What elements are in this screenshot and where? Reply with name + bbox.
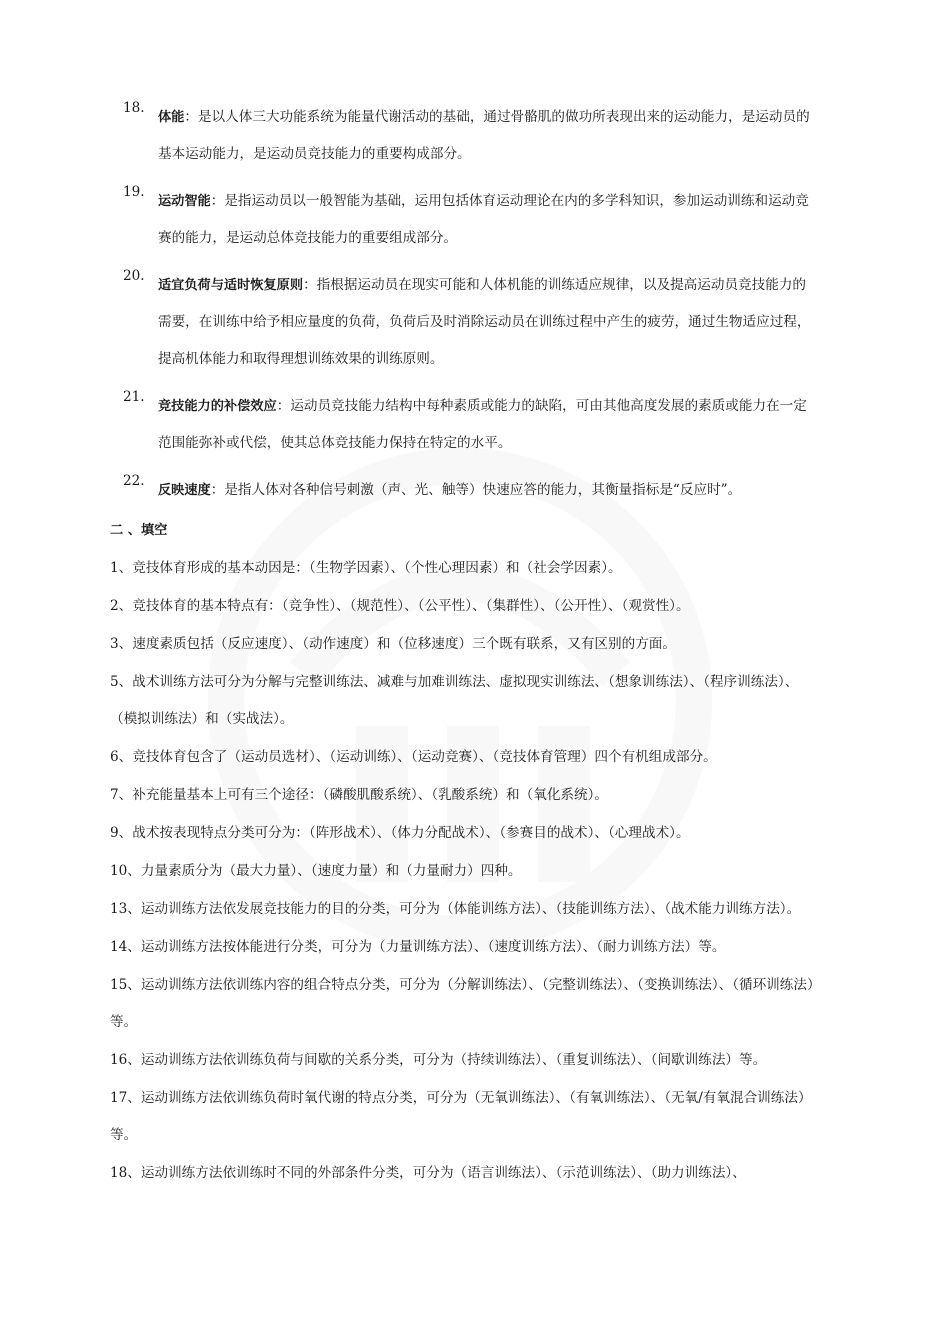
fill-item: 18、运动训练方法依训练时不同的外部条件分类，可分为（语言训练法）、（示范训练法）、（助力训练法）、 xyxy=(110,1165,746,1181)
definition-item xyxy=(110,472,818,509)
definition-number: 22. xyxy=(123,473,145,489)
definition-term: 竞技能力的补偿效应 xyxy=(158,399,277,414)
fill-item: 10、力量素质分为（最大力量）、（速度力量）和（力量耐力）四种。 xyxy=(110,863,522,879)
fill-item: 9、战术按表现特点分类可分为：（阵形战术）、（体力分配战术）、（参赛目的战术）、（心理战术）。 xyxy=(110,825,690,841)
definition-number: 18. xyxy=(123,100,145,116)
definition-text: ：运动员竞技能力结构中每种素质或能力的缺陷，可由其他高度发展的素质或能力在一定范围能弥补或代偿，使其总体竞技能力保持在特定的水平。 xyxy=(158,398,807,451)
definition-item xyxy=(110,183,818,257)
fill-item: 13、运动训练方法依发展竞技能力的目的分类，可分为（体能训练方法）、（技能训练方法）、（战术能力训练方法）。 xyxy=(110,901,801,917)
document-content xyxy=(110,100,818,1202)
definition-text: ：是指运动员以一般智能为基础，运用包括体育运动理论在内的多学科知识，参加运动训练和运动竞赛的能力，是运动总体竞技能力的重要组成部分。 xyxy=(158,193,809,246)
definition-text: ：指根据运动员在现实可能和人体机能的训练适应规律，以及提高运动员竞技能力的需要，在训练中给予相应量度的负荷，负荷后及时消除运动员在训练过程中产生的疲劳，通过生物适应过程，提高机体能力和取得理想训练效果的训练原则。 xyxy=(158,277,811,367)
definition-text: ：是指人体对各种信号刺激（声、光、触等）快速应答的能力，其衡量指标是“反应时”。 xyxy=(210,482,742,498)
fill-item: 2、竞技体育的基本特点有：（竞争性）、（规范性）、（公平性）、（集群性）、（公开性）、（观赏性）。 xyxy=(110,598,690,614)
fill-item: 14、运动训练方法按体能进行分类，可分为（力量训练方法）、（速度训练方法）、（耐力训练方法）等。 xyxy=(110,939,726,955)
fill-item: 7、补充能量基本上可有三个途径：（磷酸肌酸系统）、（乳酸系统）和（氧化系统）。 xyxy=(110,787,609,803)
fill-item: 17、运动训练方法依训练负荷时氧代谢的特点分类，可分为（无氧训练法）、（有氧训练法）、（无氧/有氧混合训练法）等。 xyxy=(110,1090,812,1143)
definition-term: 适宜负荷与适时恢复原则 xyxy=(158,278,304,293)
definition-number: 19. xyxy=(123,184,145,200)
definition-term: 反映速度 xyxy=(158,483,211,498)
fill-item: 3、速度素质包括（反应速度）、（动作速度）和（位移速度）三个既有联系，又有区别的方面。 xyxy=(110,636,676,652)
section-title: 二 、填空 xyxy=(110,523,168,538)
definition-item xyxy=(110,99,818,173)
fill-item: 5、战术训练方法可分为分解与完整训练法、减难与加难训练法、虚拟现实训练法、（想象训练法）、（程序训练法）、（模拟训练法）和（实战法）。 xyxy=(110,674,799,727)
definition-number: 20. xyxy=(123,268,145,284)
fill-item: 1、竞技体育形成的基本动因是：（生物学因素）、（个性心理因素）和（社会学因素）。 xyxy=(110,560,622,576)
definition-term: 体能 xyxy=(158,110,185,125)
definition-item xyxy=(110,267,818,378)
definition-number: 21. xyxy=(123,389,145,405)
fill-item: 16、运动训练方法依训练负荷与间歇的关系分类，可分为（持续训练法）、（重复训练法）、（间歇训练法）等。 xyxy=(110,1052,767,1068)
definition-item xyxy=(110,388,818,462)
fill-item: 15、运动训练方法依训练内容的组合特点分类，可分为（分解训练法）、（完整训练法）、（变换训练法）、（循环训练法）等。 xyxy=(110,977,814,1030)
fill-item: 6、竞技体育包含了（运动员选材）、（运动训练）、（运动竞赛）、（竞技体育管理）四个有机组成部分。 xyxy=(110,749,717,765)
definition-term: 运动智能 xyxy=(158,194,211,209)
definition-text: ：是以人体三大功能系统为能量代谢活动的基础，通过骨骼肌的做功所表现出来的运动能力，是运动员的基本运动能力，是运动员竞技能力的重要构成部分。 xyxy=(158,109,810,162)
